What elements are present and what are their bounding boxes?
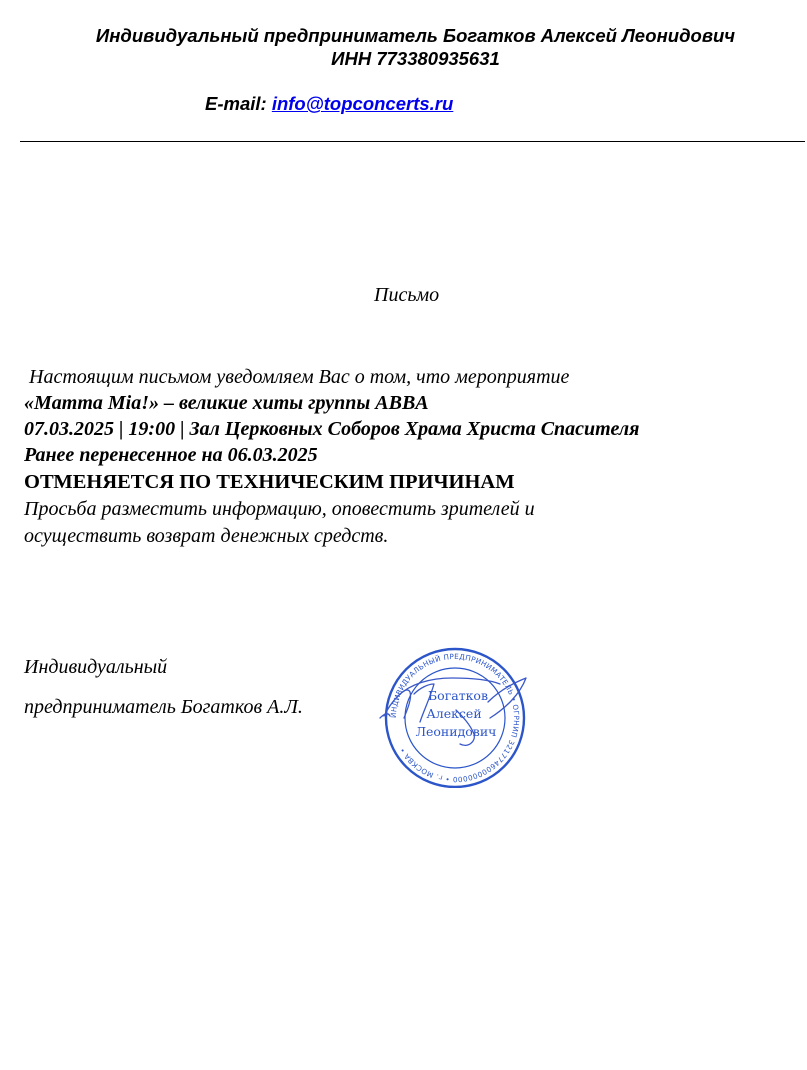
intro-text bbox=[24, 364, 569, 390]
request-text-line-1: Просьба разместить информацию, оповестить зрителей и bbox=[24, 498, 535, 520]
inn-number: ИНН 773380935631 bbox=[331, 48, 500, 69]
stamp-seal-icon bbox=[370, 638, 540, 788]
email-link[interactable]: info@topconcerts.ru bbox=[271, 93, 454, 114]
rescheduled-note: Ранее перенесенное на 06.03.2025 bbox=[24, 444, 318, 466]
stamp-center-line-1: Богатков bbox=[427, 688, 489, 703]
stamp-center-line-2: Алексей bbox=[426, 706, 482, 721]
signature-label-line-2: предприниматель Богатков А.Л. bbox=[24, 696, 303, 718]
header-divider bbox=[20, 141, 805, 142]
entrepreneur-name: Индивидуальный предприниматель Богатков Алексей Леонидович bbox=[95, 25, 736, 46]
event-date-venue: 07.03.2025 | 19:00 | Зал Церковных Соборов Храма Христа Спасителя bbox=[24, 418, 640, 440]
event-name: «Mamma Mia!» – великие хиты группы ABBA bbox=[24, 392, 429, 414]
request-text-line-2: осуществить возврат денежных средств. bbox=[24, 525, 389, 547]
letter-title: Письмо bbox=[374, 284, 440, 306]
cancellation-notice: ОТМЕНЯЕТСЯ ПО ТЕХНИЧЕСКИМ ПРИЧИНАМ bbox=[24, 471, 515, 493]
stamp-center-line-3: Леонидович bbox=[415, 724, 497, 739]
email-label: E-mail: bbox=[205, 93, 272, 114]
signature-label-line-1: Индивидуальный bbox=[24, 656, 168, 678]
svg-text:ИНДИВИДУАЛЬНЫЙ ПРЕДПРИНИМАТЕЛЬ: ИНДИВИДУАЛЬНЫЙ ПРЕДПРИНИМАТЕЛЬ • ОГРНИП 321774600000000 • г. МОСКВА • bbox=[388, 651, 522, 785]
intro-text-content: Настоящим письмом уведомляем Вас о том, что мероприятие bbox=[29, 366, 570, 388]
email-row bbox=[205, 93, 453, 115]
